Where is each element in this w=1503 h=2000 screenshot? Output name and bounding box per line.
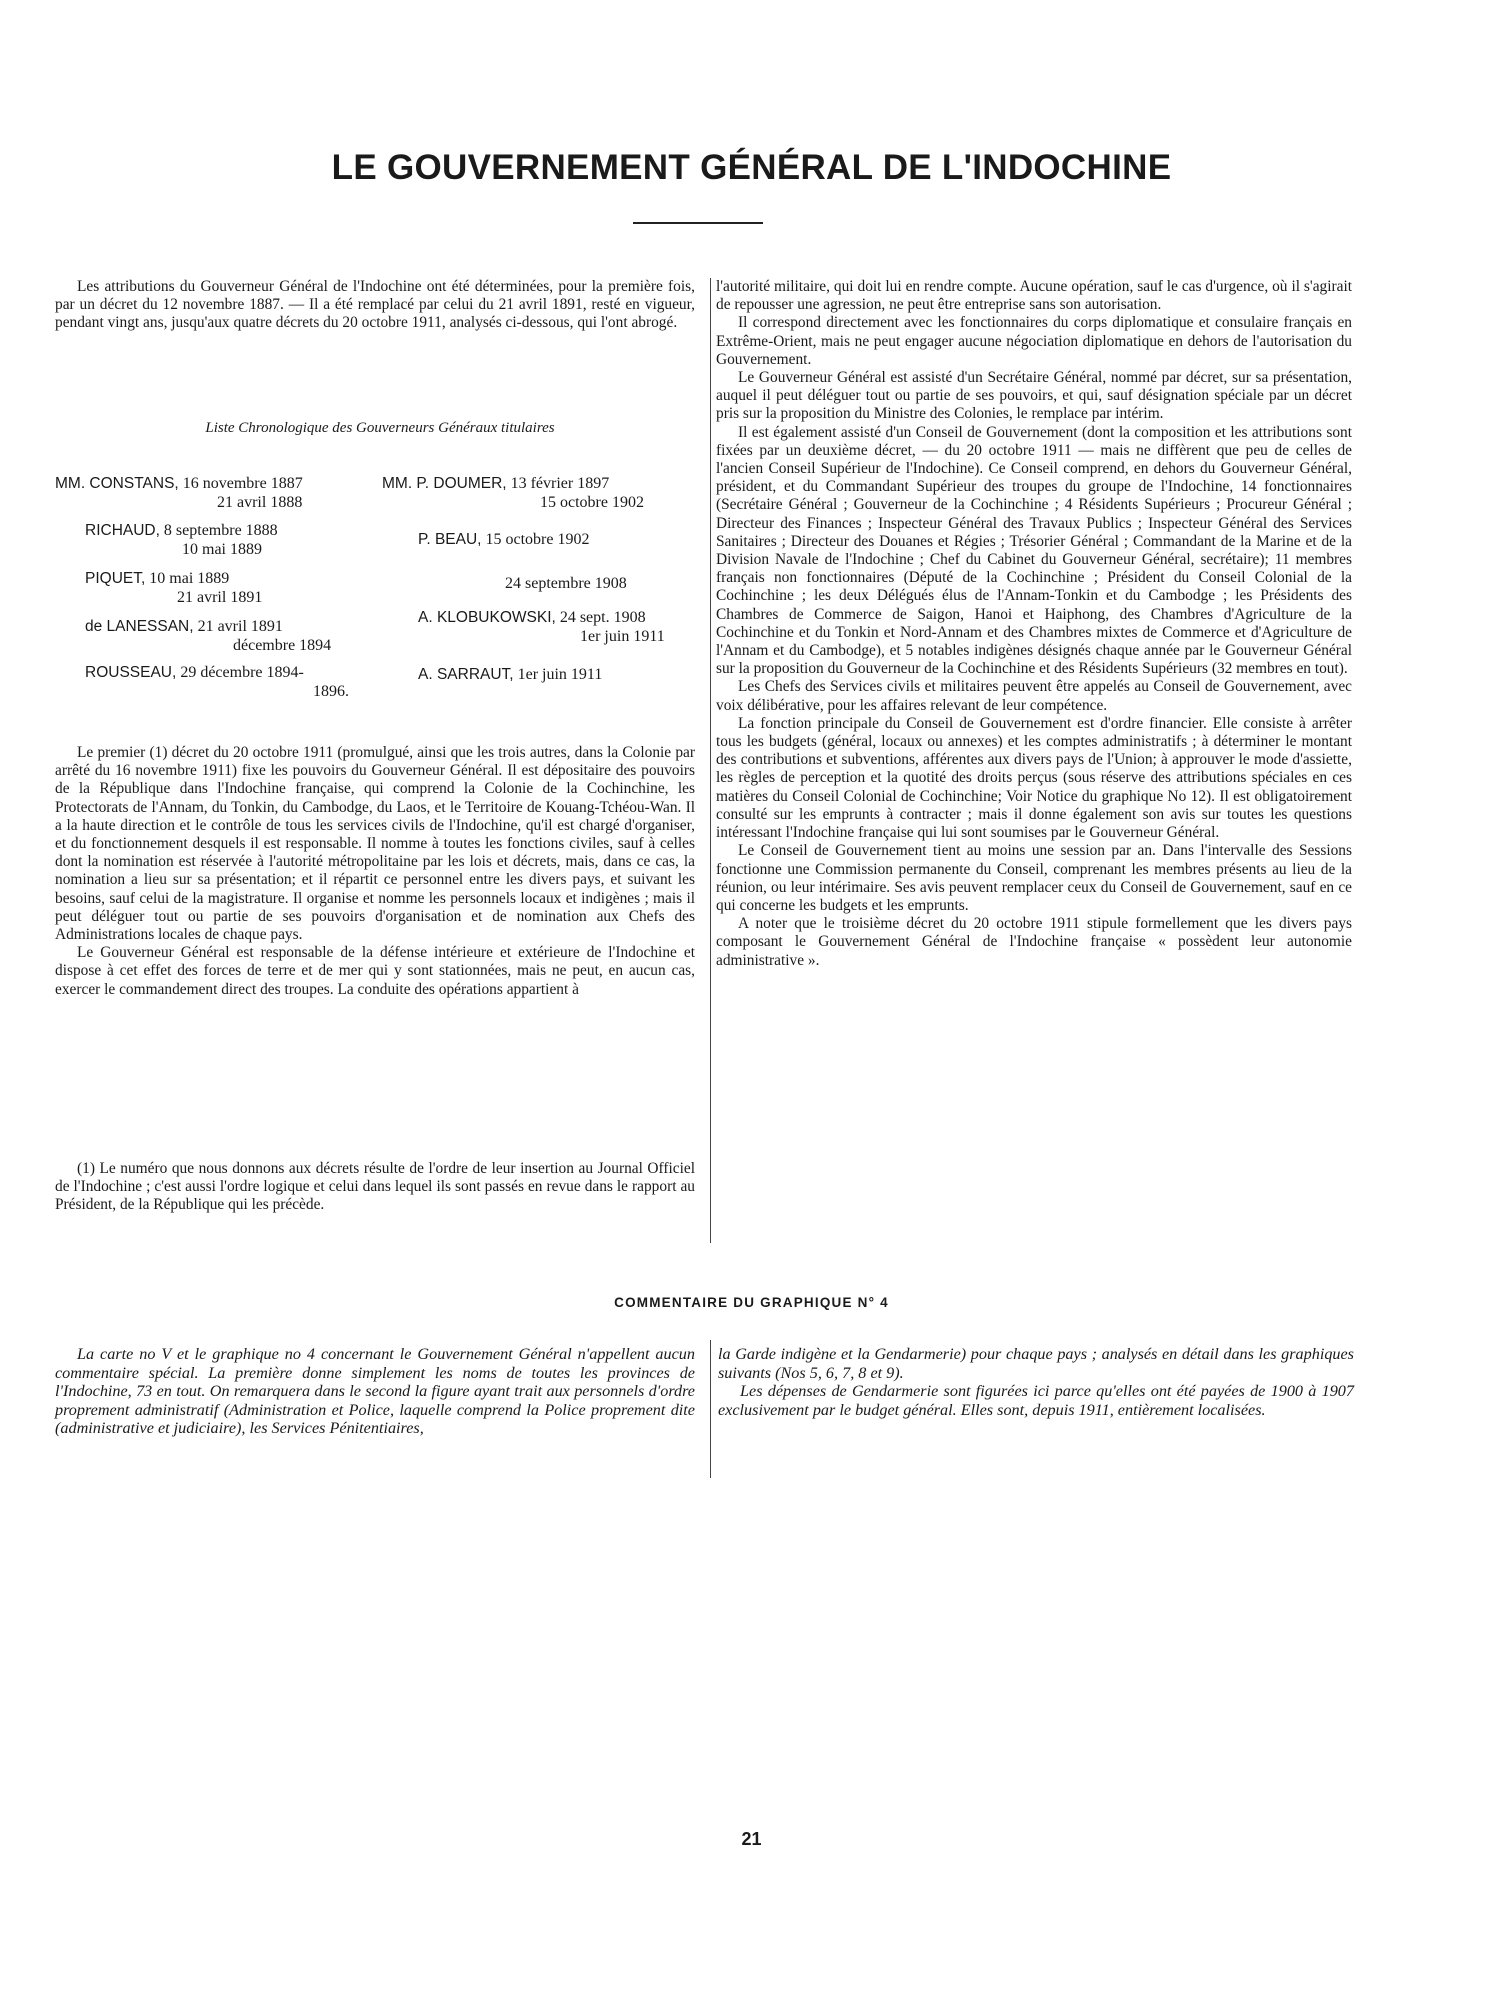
- governor-date: 21 avril 1888: [217, 494, 303, 511]
- page-number: 21: [741, 1829, 762, 1849]
- commentary-heading: COMMENTAIRE DU GRAPHIQUE N° 4: [614, 1295, 889, 1310]
- governor-date: 10 mai 1889: [149, 570, 230, 587]
- governor-entry: [85, 569, 385, 607]
- governor-entry: [505, 574, 705, 593]
- governor-entry: [418, 530, 698, 549]
- governor-date: 10 mai 1889: [182, 541, 262, 558]
- left-column-top: [55, 278, 695, 333]
- governor-date: 21 avril 1891: [197, 618, 283, 635]
- footnote: [55, 1160, 695, 1215]
- body-paragraph: Il est également assisté d'un Conseil de Gouvernement (dont la composition et les attributions sont fixées par un deuxième décret, — du 20 octobre 1911 — mais ne diffèrent que peu de celles de l'ancien Conseil Supérieur de l'Indochine). Ce Conseil comprend, en dehors du Gouverneur Général, président, et du Commandant Supérieur des troupes du groupe de l'Indochine, 14 fonctionnaires (Secrétaire Général ; Gouverneur de la Cochinchine ; 4 Résidents Supérieurs ; Procureur Général ; Directeur des Finances ; Inspecteur Général des Travaux Publics ; Inspecteur Général des Services Sanitaires ; Directeur des Douanes et Régies ; Trésorier Général ; Commandant de la Marine et de la Division Navale de l'Indochine ; Chef du Cabinet du Gouverneur Général, secrétaire); 11 membres français non fonctionnaires (Député de la Cochinchine ; Président du Conseil Colonial de la Cochinchine ; les deux Délégués élus de l'Annam-Tonkin et du Cambodge ; les Présidents des Chambres de Commerce de Saigon, Hanoi et Haiphong, des Chambres d'Agriculture de la Cochinchine et du Tonkin et Nord-Annam et des Chambres mixtes de Commerce et d'Agriculture de l'Annam et du Cambodge), et 5 notables indigènes désignés chaque année par le Gouverneur Général sur la proposition du Gouverneur de la Cochinchine et des Résidents Supérieurs (32 membres en tout).: [716, 423, 1352, 678]
- title-divider: [633, 222, 763, 224]
- governor-name: PIQUET,: [85, 570, 146, 587]
- governor-name: RICHAUD,: [85, 522, 160, 539]
- governor-entry: [55, 474, 395, 512]
- governor-date: 16 novembre 1887: [182, 475, 303, 492]
- governor-entry: [382, 474, 702, 512]
- body-paragraph: A noter que le troisième décret du 20 octobre 1911 stipule formellement que les divers pays composant le Gouvernement Général de l'Indochine française « possèdent leur autonomie administrative ».: [716, 915, 1352, 969]
- right-column: [716, 278, 1352, 970]
- governor-name: ROUSSEAU,: [85, 664, 177, 681]
- footnote-text: (1) Le numéro que nous donnons aux décrets résulte de l'ordre de leur insertion au Journal Officiel de l'Indochine ; c'est aussi l'ordre logique et celui dans lequel ils sont passés en revue dans le rapport au Président, de la République qui les précède.: [55, 1160, 695, 1214]
- governor-entry: [85, 663, 385, 701]
- body-paragraph: Il correspond directement avec les fonctionnaires du corps diplomatique et consulaire français en Extrême-Orient, mais ne peut engager aucune négociation diplomatique en dehors de l'autorisation du Gouvernement.: [716, 314, 1352, 368]
- governor-date: 1er juin 1911: [517, 666, 603, 683]
- governor-date: 21 avril 1891: [177, 589, 263, 606]
- governors-list-title: Liste Chronologique des Gouverneurs Généraux titulaires: [205, 420, 555, 436]
- body-paragraph: Les Chefs des Services civils et militaires peuvent être appelés au Conseil de Gouvernement, avec voix délibérative, pour les affaires relevant de leur compétence.: [716, 678, 1352, 714]
- body-paragraph: Le Gouverneur Général est assisté d'un Secrétaire Général, nommé par décret, sur sa présentation, auquel il peut déléguer tout ou partie de ses pouvoirs, et qui, sauf désignation spéciale par un décret pris sur la proposition du Ministre des Colonies, le remplace par intérim.: [716, 369, 1352, 423]
- left-column-body: [55, 744, 695, 999]
- governor-entry: [85, 617, 385, 655]
- governor-date: 29 décembre 1894-: [180, 664, 304, 681]
- commentary-left: [55, 1345, 695, 1438]
- commentary-column-divider: [710, 1340, 711, 1478]
- commentary-paragraph: La carte no V et le graphique no 4 concernant le Gouvernement Général n'appellent aucun commentaire spécial. La première donne simplement les noms de toutes les provinces de l'Indochine, 73 en tout. On remarquera dans le second la figure ayant trait aux personnels d'ordre proprement administratif (Administration et Police, laquelle comprend la Police proprement dite (administrative et judiciaire), les Services Pénitentiaires,: [55, 1345, 695, 1437]
- page-title: LE GOUVERNEMENT GÉNÉRAL DE L'INDOCHINE: [331, 148, 1172, 187]
- governor-entry: [418, 608, 718, 646]
- governor-date: 15 octobre 1902: [485, 531, 590, 548]
- governor-name: P. BEAU,: [418, 531, 482, 548]
- governor-name: MM. P. DOUMER,: [382, 475, 507, 492]
- commentary-right: [718, 1345, 1354, 1419]
- governor-date: 15 octobre 1902: [540, 494, 644, 511]
- commentary-paragraph: Les dépenses de Gendarmerie sont figurées ici parce qu'elles ont été payées de 1900 à 1907 exclusivement par le budget général. Elles sont, depuis 1911, entièrement localisées.: [718, 1382, 1354, 1419]
- governor-date: décembre 1894: [233, 637, 332, 654]
- column-divider: [710, 278, 711, 1243]
- body-paragraph: La fonction principale du Conseil de Gouvernement est d'ordre financier. Elle consiste à arrêter tous les budgets (général, locaux ou annexes) et les comptes administratifs ; à déterminer le montant des contributions et subventions, afférentes aux divers pays de l'Union; à approuver le mode d'assiette, les règles de perception et la quotité des droits perçus (sous réserve des attributions spéciales en ces matières du Conseil Colonial de Cochinchine; Voir Notice du graphique No 12). Il est obligatoirement consulté sur les emprunts à contracter ; mais il donne également son avis sur toutes les questions intéressant l'Indochine française qui lui sont soumises par le Gouverneur Général.: [716, 714, 1352, 842]
- intro-paragraph: Les attributions du Gouverneur Général de l'Indochine ont été déterminées, pour la première fois, par un décret du 12 novembre 1887. — Il a été remplacé par celui du 21 avril 1891, resté en vigueur, pendant vingt ans, jusqu'aux quatre décrets du 20 octobre 1911, analysés ci-dessous, qui l'ont abrogé.: [55, 278, 695, 332]
- body-paragraph: Le premier (1) décret du 20 octobre 1911 (promulgué, ainsi que les trois autres, dans la Colonie par arrêté du 16 novembre 1911) fixe les pouvoirs du Gouverneur Général. Il est dépositaire des pouvoirs de la République dans l'Indochine française, qui comprend la Colonie de la Cochinchine, les Protectorats de l'Annam, du Tonkin, du Cambodge, du Laos, et le Territoire de Kouang-Tchéou-Wan. Il a la haute direction et le contrôle de tous les services civils de l'Indochine, qu'il est chargé d'organiser, et du fonctionnement desquels il est responsable. Il nomme à toutes les fonctions civiles, sauf à celles dont la nomination est réservée à l'autorité métropolitaine par les lois et décrets, mais, dans ce cas, la nomination a lieu sur sa présentation; et il répartit ce personnel entre les divers pays, et suivant les besoins, sauf celui de la magistrature. Il organise et nomme les personnels locaux et indigènes ; mais il peut déléguer tout ou partie de ses pouvoirs d'organisation et de nomination aux Chefs des Administrations locales de chaque pays.: [55, 744, 695, 944]
- governor-entry: [85, 521, 385, 559]
- governor-date: 8 septembre 1888: [163, 522, 278, 539]
- body-paragraph: Le Gouverneur Général est responsable de la défense intérieure et extérieure de l'Indochine et dispose à cet effet des forces de terre et de mer qui y sont stationnées, mais ne peut, en aucun cas, exercer le commandement direct des troupes. La conduite des opérations appartient à: [55, 944, 695, 998]
- governor-date: 24 sept. 1908: [559, 609, 646, 626]
- governor-name: A. KLOBUKOWSKI,: [418, 609, 556, 626]
- body-paragraph: l'autorité militaire, qui doit lui en rendre compte. Aucune opération, sauf le cas d'urgence, où il s'agirait de repousser une agression, ne peut être entreprise sans son autorisation.: [716, 278, 1352, 314]
- governor-date: 24 septembre 1908: [505, 575, 627, 592]
- governor-name: MM. CONSTANS,: [55, 475, 179, 492]
- governor-name: de LANESSAN,: [85, 618, 194, 635]
- body-paragraph: Le Conseil de Gouvernement tient au moins une session par an. Dans l'intervalle des Sessions fonctionne une Commission permanente du Conseil, comprenant les membres présents au lieu de la réunion, ou leur intérimaire. Ses avis peuvent remplacer ceux du Conseil de Gouvernement, sauf en ce qui concerne les budgets et les emprunts.: [716, 842, 1352, 914]
- governor-date: 1896.: [313, 683, 349, 700]
- commentary-paragraph: la Garde indigène et la Gendarmerie) pour chaque pays ; analysés en détail dans les graphiques suivants (Nos 5, 6, 7, 8 et 9).: [718, 1345, 1354, 1382]
- governor-name: A. SARRAUT,: [418, 666, 514, 683]
- governor-entry: [418, 665, 698, 684]
- governor-date: 1er juin 1911: [580, 628, 665, 645]
- governor-date: 13 février 1897: [510, 475, 610, 492]
